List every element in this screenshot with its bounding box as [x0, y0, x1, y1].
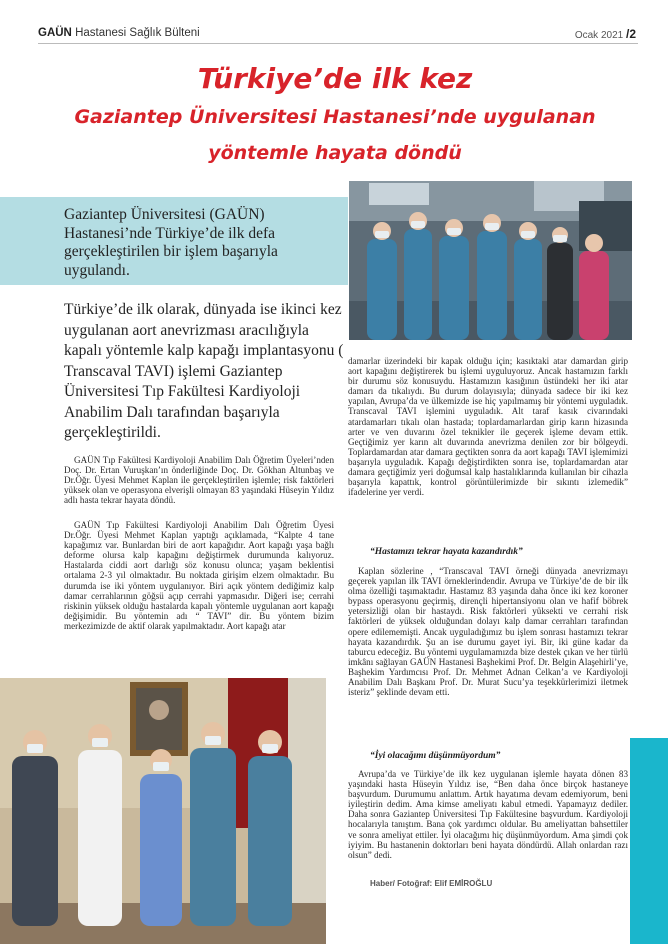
article-paragraph-3: damarlar üzerindeki bir kapak olduğu için; kasıktaki atar damardan girip aort kapağını değiştirerek bu işlemi uyguluyoruz. Ancak hastamızın farklı bir durumu söz konusuydu. Hastamızın kasığının üstündeki her iki atar damarı da tıkalıydı. Bu durum dolayısıyla; dünyada sadece bir iki kez yapılan, Avrupa’da ve ülkemizde ise hiç yapılmamış bir yöntemi uyguladık. Transcaval TAVI işlemini uyguladık. Alt taraf kasık civarındaki atardamarları tıkalı olan hastada; toplardamarlardan girip karın hizasında arter ve ven duvarını özel teknikler ile geçerek işleme devam ettik. Geçtiğimiz yer karın alt duvarında anevrizma denilen zor bir bölgeydi. Toplardamardan atar damara geçtikten sonra da aort kapağı TAVI işlemimizi başarıyla uyguladık. Kapağı değiştirdikten sonra ise, toplardamardan atar damara geçtiğimiz yeri doğumsal kalp hastalıklarında kullanılan bir cihazla başarıyla kapattık, kontrol görüntülerimizde bir sıkıntı izlemedik” ifadelerine yer verdi. [348, 356, 628, 498]
page-edge-tab [630, 738, 668, 944]
header-rule [38, 43, 638, 44]
article-paragraph-2: GAÜN Tıp Fakültesi Kardiyoloji Anabilim Dalı Öğretim Üyesi Dr.Öğr. Üyesi Mehmet Kaplan yaptığı açıklamada, “Kalpte 4 tane kapağımız var. Bunlardan biri de aort kapağıdır. Aort kapağı yaşa bağlı deforme olursa kalp kapağını değiştirmek durumunda kalıyoruz. Hastalarda ciddi aort darlığı söz konusu olunca; yaşam beklentisi ortalama 2-3 yıl olmaktadır. Bu noktada girişim elzem olmaktadır. Bu durumda ise iki yöntem uygulanıyor. Biri açık yöntem dediğimiz kalp damar cerrahlarının göğsü açıp cerrahi yapmasıdır. Diğeri ise; cerrahi riskinin yüksek olduğu hastalarda kapalı yöntemle uygulanan aort kapağı değişimidir. Bu yöntemin adı “ TAVI” dir. Bu yöntem bizim merkezimizde de aktif olarak yapılmaktadır. Aort kapağı atar [64, 520, 334, 631]
page-number: /2 [625, 27, 636, 41]
photo-credit: Haber/ Fotoğraf: Elif EMİROĞLU [370, 879, 493, 888]
headline-line-1: Türkiye’de ilk kez [197, 62, 473, 95]
newsletter-brand [38, 27, 200, 39]
headline-line-3: yöntemle hayata döndü [208, 142, 462, 164]
intro-paragraph: Gaziantep Üniversitesi (GAÜN) Hastanesi’nde Türkiye’de ilk defa gerçekleştirilen bir işlem başarıyla uygulandı. [64, 206, 278, 279]
article-paragraph-5: Avrupa’da ve Türkiye’de ilk kez uygulanan işlemle hayata dönen 83 yaşındaki hasta Hüseyin Yıldız ise, “Ben daha önce birçok hastaneye başvurdum. Durumumu anlattım. Artık hayatıma devam edemiyorum, beni iyileştirin dedim. Ama kimse ameliyatı kabul etmedi. Yapamayız dediler. Daha sonra Gaziantep Üniversitesi Tıp Fakültesine başvurdum. Kardiyoloji hocalarıyla tanıştım. Bana çok yardımcı oldular. Bu ameliyattan bahsettiler ve sonra ameliyat ettiler. İyi olacağımı hiç düşünmüyordum. Ama şimdi çok iyiyim. Bu hastanenin doktorları beni hayata döndürdü. Allah onlardan razı olsun” dedi. [348, 769, 628, 860]
article-paragraph-1: GAÜN Tıp Fakültesi Kardiyoloji Anabilim Dalı Öğretim Üyeleri’nden Doç. Dr. Ertan Vuruşkan’ın önderliğinde Doç. Dr. Gökhan Altunbaş ve Dr.Öğr. Üyesi Mehmet Kaplan ile gerçekleştirilen işlemle; risk faktörleri yüksek olan ve operasyona elverişli olmayan 83 yaşındaki Hüseyin Yıldız adlı hasta tekrar hayata döndü. [64, 455, 334, 506]
issue-date-and-page [575, 27, 636, 41]
subheading-2: “İyi olacağımı düşünmüyordum” [370, 751, 501, 761]
summary-paragraph: Türkiye’de ilk olarak, dünyada ise ikinci kez uygulanan aort anevrizması aracılığıyla kapalı yöntemle kalp kapağı implantasyonu ( Transcaval TAVI) işlemi Gaziantep Üniversitesi Tıp Fakültesi Kardiyoloji Anabilim Dalı tarafından başarıyla gerçekleştirildi. [64, 301, 344, 441]
page-header [38, 25, 638, 43]
issue-date: Ocak 2021 [574, 30, 624, 41]
doctors-group-photo [0, 678, 326, 944]
headline-line-2: Gaziantep Üniversitesi Hastanesi’nde uygulanan [74, 106, 596, 128]
brand-bold: GAÜN [38, 27, 72, 39]
article-paragraph-4: Kaplan sözlerine , “Transcaval TAVI örneği dünyada anevrizmayı geçerek yapılan ilk TAVI örneklerindendir. Avrupa ve Türkiye’de de bir ilk olma özelliği taşımaktadır. Hastamız 83 yaşında daha önce iki kez koroner bypass operasyonu geçirmiş, dirençli hipertansiyonu olan ve hafif böbrek yetersizliği olan bir hastaydı. Risk faktörleri yüksekti ve cerrahi risk faktörleri de yüksek olduğundan dolayı kalp damar cerrahları tarafından opere edilememişti. Ancak uyguladığımız bu işlem sonrası hastamızı tekrar hayata kazandırdık. Şu an ise durumu gayet iyi. Bir, iki güne kadar da taburcu edeceğiz. Bu yöntemi uygulamamızda bize destek çıkan ve her türlü imkânı sağlayan GAÜN Hastanesi Başhekimi Prof. Dr. Belgin Alaşehirli’ye, Başhekim Yardımcısı Prof. Dr. Mehmet Adnan Celkan’a ve Kardiyoloji Anabilim Dalı Başkanı Prof. Dr. Murat Sucu’ya teşekkürlerimizi iletmek isteriz” şeklinde devam etti. [348, 566, 628, 698]
subheading-1: “Hastamızı tekrar hayata kazandırdık” [370, 547, 523, 557]
brand-rest: Hastanesi Sağlık Bülteni [71, 27, 200, 39]
operating-room-team-photo [349, 181, 632, 340]
